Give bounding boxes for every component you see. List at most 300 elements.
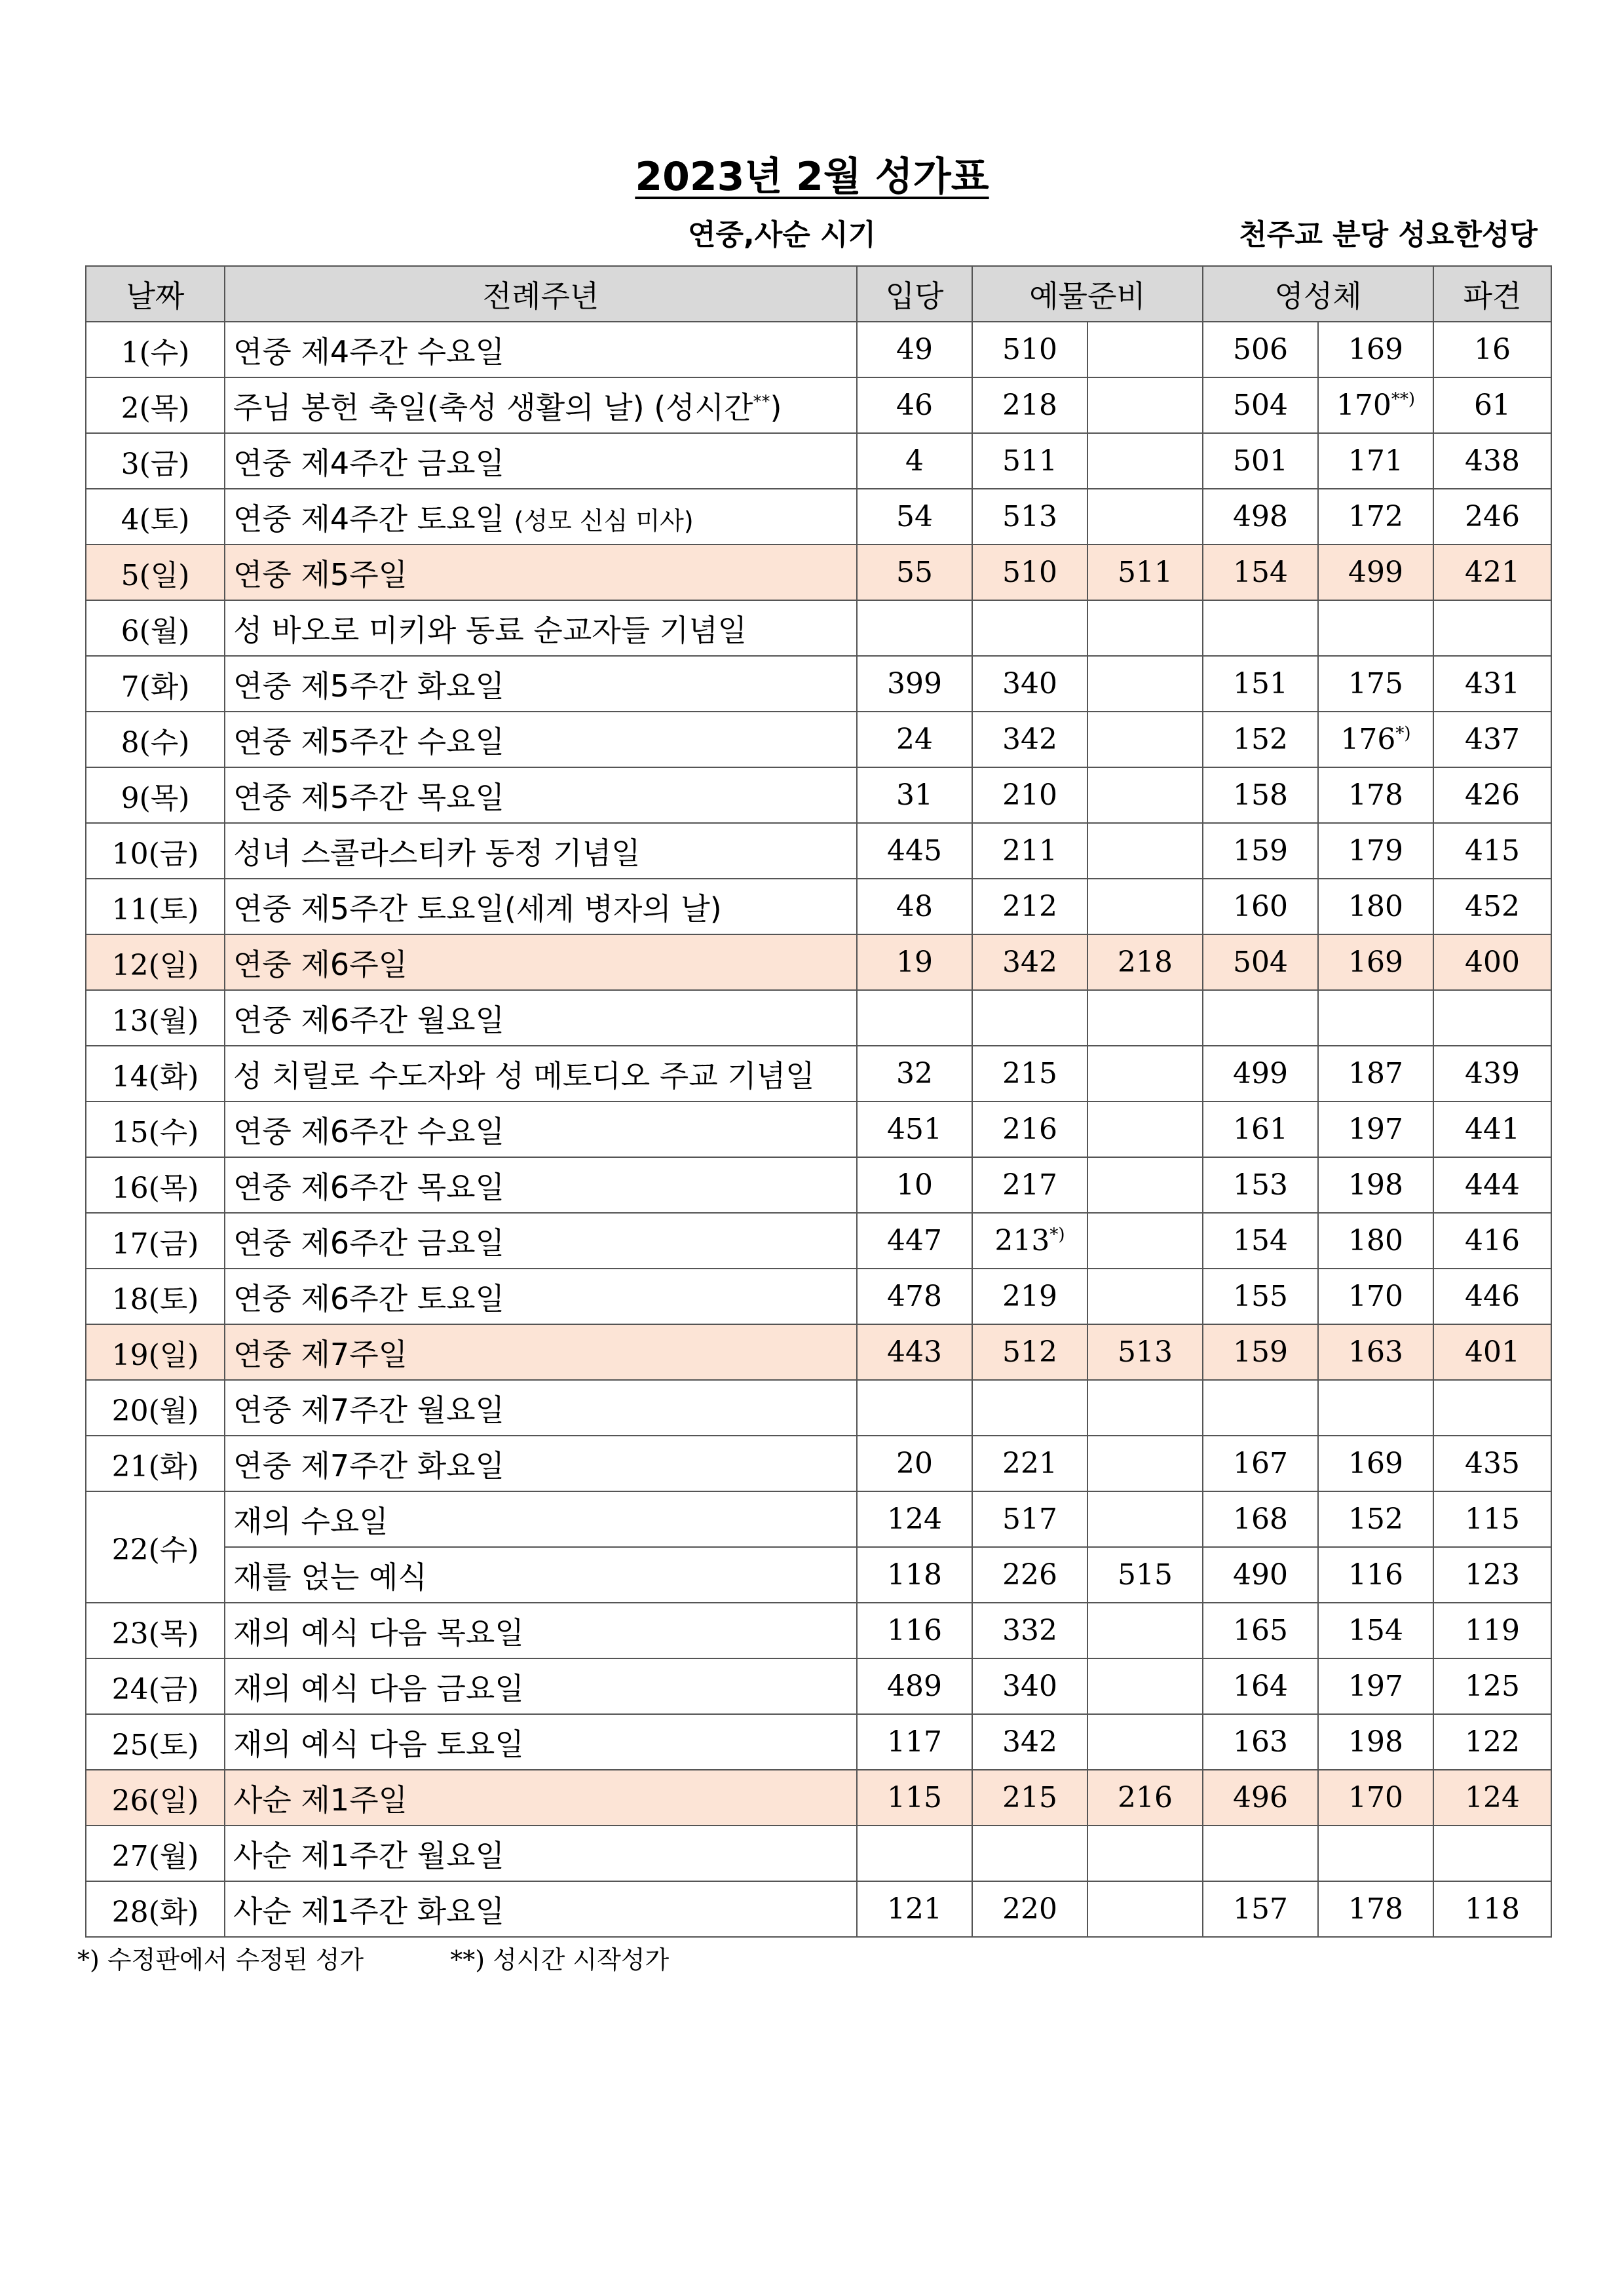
table-row <box>86 377 1551 433</box>
communion1-cell <box>1203 767 1318 823</box>
communion2-cell <box>1318 879 1433 934</box>
entrance-cell <box>857 712 972 767</box>
communion2-value: 198 <box>1348 1725 1403 1759</box>
liturgy-cell <box>225 322 857 377</box>
date-cell: 18(토) <box>86 1269 225 1324</box>
entrance-cell <box>857 1603 972 1658</box>
offertory2-cell <box>1087 1213 1203 1269</box>
communion2-value: 180 <box>1348 1224 1403 1257</box>
entrance-value: 49 <box>896 333 933 366</box>
dismissal-cell <box>1433 1436 1551 1491</box>
entrance-cell <box>857 1658 972 1714</box>
season-label: 연중,사순 시기 <box>688 218 877 252</box>
communion1-value: 498 <box>1233 500 1288 533</box>
liturgy-cell <box>225 600 857 656</box>
entrance-value: 24 <box>896 723 933 756</box>
entrance-cell <box>857 934 972 990</box>
table-row <box>86 1101 1551 1157</box>
offertory1-cell <box>972 1380 1087 1436</box>
offertory1-cell <box>972 712 1087 767</box>
dismissal-value: 416 <box>1465 1224 1520 1257</box>
communion2-value: 170 <box>1348 1280 1403 1313</box>
offertory2-cell <box>1087 1324 1203 1380</box>
table-row <box>86 545 1551 600</box>
offertory1-cell <box>972 1547 1087 1603</box>
header-date: 날짜 <box>86 266 225 322</box>
offertory1-cell <box>972 1603 1087 1658</box>
liturgy-cell <box>225 377 857 433</box>
liturgy-cell <box>225 1603 857 1658</box>
offertory1-value: 342 <box>1002 946 1057 979</box>
communion1-value: 164 <box>1233 1670 1288 1703</box>
entrance-cell <box>857 1269 972 1324</box>
dismissal-value: 124 <box>1465 1781 1520 1814</box>
liturgy-text: 연중 제6주간 월요일 <box>233 1002 504 1038</box>
liturgy-cell <box>225 990 857 1046</box>
communion2-cell <box>1318 1380 1433 1436</box>
offertory1-value: 340 <box>1002 667 1057 700</box>
liturgy-cell <box>225 1101 857 1157</box>
liturgy-text: 사순 제1주간 월요일 <box>233 1837 504 1873</box>
dismissal-value: 444 <box>1465 1168 1520 1202</box>
communion1-value: 504 <box>1233 946 1288 979</box>
communion1-value: 506 <box>1233 333 1288 366</box>
communion1-value: 154 <box>1233 1224 1288 1257</box>
liturgy-cell <box>225 1881 857 1937</box>
date-cell: 16(목) <box>86 1157 225 1213</box>
communion2-value: 170 <box>1348 1781 1403 1814</box>
dismissal-value: 125 <box>1465 1670 1520 1703</box>
date-cell: 2(목) <box>86 377 225 433</box>
date-cell: 4(토) <box>86 489 225 545</box>
offertory1-cell <box>972 322 1087 377</box>
entrance-cell <box>857 879 972 934</box>
communion1-cell <box>1203 1380 1318 1436</box>
dismissal-cell <box>1433 1658 1551 1714</box>
dismissal-value: 438 <box>1465 444 1520 478</box>
liturgy-cell <box>225 656 857 712</box>
communion1-value: 167 <box>1233 1447 1288 1480</box>
footnote-holy-hour: **) 성시간 시작성가 <box>450 1945 670 1974</box>
communion1-value: 490 <box>1233 1558 1288 1592</box>
entrance-cell <box>857 990 972 1046</box>
date-cell: 23(목) <box>86 1603 225 1658</box>
dismissal-cell <box>1433 1380 1551 1436</box>
communion2-value: 179 <box>1348 834 1403 868</box>
communion1-cell <box>1203 1046 1318 1101</box>
communion2-cell <box>1318 990 1433 1046</box>
liturgy-text: 재를 얹는 예식 <box>233 1559 427 1595</box>
communion1-cell <box>1203 1491 1318 1547</box>
footnotes <box>77 1940 747 1976</box>
entrance-cell <box>857 433 972 489</box>
dismissal-cell <box>1433 433 1551 489</box>
offertory1-value: 221 <box>1002 1447 1057 1480</box>
offertory1-value: 511 <box>1002 444 1057 478</box>
dismissal-value: 400 <box>1465 946 1520 979</box>
date-cell: 3(금) <box>86 433 225 489</box>
communion1-cell <box>1203 377 1318 433</box>
date-cell: 26(일) <box>86 1770 225 1826</box>
communion1-value: 163 <box>1233 1725 1288 1759</box>
entrance-value: 447 <box>887 1224 942 1257</box>
offertory1-cell <box>972 1491 1087 1547</box>
communion2-cell <box>1318 1046 1433 1101</box>
liturgy-text: 성 바오로 미키와 동료 순교자들 기념일 <box>233 612 747 648</box>
dismissal-cell <box>1433 934 1551 990</box>
dismissal-cell <box>1433 1324 1551 1380</box>
communion1-value: 158 <box>1233 778 1288 812</box>
communion1-cell <box>1203 433 1318 489</box>
date-cell: 19(일) <box>86 1324 225 1380</box>
communion1-value: 165 <box>1233 1614 1288 1647</box>
dismissal-value: 421 <box>1465 556 1520 589</box>
dismissal-cell <box>1433 1770 1551 1826</box>
offertory1-cell <box>972 489 1087 545</box>
footnote-revised: *) 수정판에서 수정된 성가 <box>77 1945 364 1974</box>
offertory2-cell <box>1087 1547 1203 1603</box>
offertory1-cell <box>972 656 1087 712</box>
date-cell: 10(금) <box>86 823 225 879</box>
liturgy-cell <box>225 489 857 545</box>
header-liturgy: 전례주년 <box>225 266 857 322</box>
communion1-cell <box>1203 1658 1318 1714</box>
communion2-cell <box>1318 1714 1433 1770</box>
table-row <box>86 489 1551 545</box>
communion2-value: 197 <box>1348 1113 1403 1146</box>
liturgy-text: 성 치릴로 수도자와 성 메토디오 주교 기념일 <box>233 1058 815 1094</box>
communion1-cell <box>1203 545 1318 600</box>
entrance-value: 19 <box>896 946 933 979</box>
communion1-value: 154 <box>1233 556 1288 589</box>
entrance-cell <box>857 823 972 879</box>
table-row <box>86 712 1551 767</box>
offertory2-cell <box>1087 990 1203 1046</box>
entrance-cell <box>857 377 972 433</box>
page-title: 2023년 2월 성가표 <box>635 154 989 200</box>
liturgy-cell <box>225 433 857 489</box>
liturgy-cell <box>225 1491 857 1547</box>
date-cell: 13(월) <box>86 990 225 1046</box>
offertory2-value: 511 <box>1118 556 1173 589</box>
liturgy-cell <box>225 767 857 823</box>
communion2-value: 175 <box>1348 667 1403 700</box>
communion1-cell <box>1203 1714 1318 1770</box>
entrance-value: 46 <box>896 389 933 422</box>
communion1-cell <box>1203 1826 1318 1881</box>
dismissal-cell <box>1433 1269 1551 1324</box>
offertory1-cell <box>972 1770 1087 1826</box>
communion2-superscript: *) <box>1395 723 1411 744</box>
offertory2-value: 513 <box>1118 1335 1173 1369</box>
communion1-value: 151 <box>1233 667 1288 700</box>
communion1-value: 160 <box>1233 890 1288 923</box>
entrance-value: 32 <box>896 1057 933 1090</box>
offertory2-value: 515 <box>1118 1558 1173 1592</box>
dismissal-value: 437 <box>1465 723 1520 756</box>
communion2-cell <box>1318 1770 1433 1826</box>
communion1-cell <box>1203 1603 1318 1658</box>
offertory2-cell <box>1087 489 1203 545</box>
dismissal-cell <box>1433 1213 1551 1269</box>
entrance-value: 10 <box>896 1168 933 1202</box>
dismissal-value: 401 <box>1465 1335 1520 1369</box>
offertory1-value: 513 <box>1002 500 1057 533</box>
liturgy-cell <box>225 934 857 990</box>
liturgy-cell <box>225 1436 857 1491</box>
communion2-value: 169 <box>1348 946 1403 979</box>
communion1-value: 152 <box>1233 723 1288 756</box>
communion2-cell <box>1318 1157 1433 1213</box>
liturgy-text: 연중 제4주간 금요일 <box>233 445 504 481</box>
dismissal-value: 115 <box>1465 1502 1520 1536</box>
communion2-cell <box>1318 600 1433 656</box>
dismissal-cell <box>1433 990 1551 1046</box>
communion2-cell <box>1318 712 1433 767</box>
entrance-value: 118 <box>887 1558 942 1592</box>
liturgy-text: 연중 제5주간 화요일 <box>233 668 504 704</box>
dismissal-value: 446 <box>1465 1280 1520 1313</box>
offertory1-cell <box>972 433 1087 489</box>
liturgy-text: 연중 제6주간 수요일 <box>233 1113 504 1149</box>
communion1-value: 496 <box>1233 1781 1288 1814</box>
liturgy-superscript: ** <box>753 392 770 412</box>
liturgy-text: 성녀 스콜라스티카 동정 기념일 <box>233 835 641 871</box>
entrance-value: 31 <box>896 778 933 812</box>
communion2-value: 116 <box>1348 1558 1403 1592</box>
offertory2-cell <box>1087 1101 1203 1157</box>
entrance-cell <box>857 489 972 545</box>
liturgy-text: 연중 제5주간 목요일 <box>233 779 504 815</box>
dismissal-cell <box>1433 879 1551 934</box>
liturgy-text: 연중 제6주일 <box>233 946 408 982</box>
liturgy-text: 연중 제4주간 토요일 <box>233 501 504 537</box>
communion2-value: 178 <box>1348 778 1403 812</box>
dismissal-value: 123 <box>1465 1558 1520 1592</box>
communion1-value: 501 <box>1233 444 1288 478</box>
entrance-cell <box>857 1714 972 1770</box>
parish-name: 천주교 분당 성요한성당 <box>1239 218 1538 252</box>
offertory2-cell <box>1087 377 1203 433</box>
dismissal-value: 246 <box>1465 500 1520 533</box>
liturgy-cell <box>225 545 857 600</box>
liturgy-text: 재의 예식 다음 목요일 <box>233 1615 524 1651</box>
offertory1-cell <box>972 1714 1087 1770</box>
date-cell: 8(수) <box>86 712 225 767</box>
communion1-cell <box>1203 656 1318 712</box>
communion2-cell <box>1318 1603 1433 1658</box>
dismissal-value: 16 <box>1474 333 1511 366</box>
communion1-value: 153 <box>1233 1168 1288 1202</box>
communion1-cell <box>1203 879 1318 934</box>
communion1-value: 499 <box>1233 1057 1288 1090</box>
liturgy-cell <box>225 1547 857 1603</box>
liturgy-text: 연중 제6주간 목요일 <box>233 1169 504 1205</box>
entrance-cell <box>857 1157 972 1213</box>
communion2-cell <box>1318 1826 1433 1881</box>
dismissal-value: 441 <box>1465 1113 1520 1146</box>
liturgy-text: 연중 제7주일 <box>233 1336 408 1372</box>
entrance-cell <box>857 1491 972 1547</box>
offertory2-value: 218 <box>1118 946 1173 979</box>
date-cell: 25(토) <box>86 1714 225 1770</box>
entrance-cell <box>857 1436 972 1491</box>
liturgy-text: 사순 제1주간 화요일 <box>233 1893 504 1929</box>
communion2-cell <box>1318 1491 1433 1547</box>
entrance-cell <box>857 1101 972 1157</box>
dismissal-value: 415 <box>1465 834 1520 868</box>
offertory1-value: 332 <box>1002 1614 1057 1647</box>
table-row <box>86 1547 1551 1603</box>
offertory1-cell <box>972 377 1087 433</box>
entrance-value: 117 <box>887 1725 942 1759</box>
communion2-superscript: **) <box>1391 389 1416 410</box>
offertory2-cell <box>1087 545 1203 600</box>
communion2-value: 198 <box>1348 1168 1403 1202</box>
dismissal-cell <box>1433 767 1551 823</box>
header-dismissal: 파견 <box>1433 266 1551 322</box>
offertory1-cell <box>972 934 1087 990</box>
communion2-value: 180 <box>1348 890 1403 923</box>
date-cell: 6(월) <box>86 600 225 656</box>
offertory1-value: 342 <box>1002 723 1057 756</box>
table-row <box>86 1491 1551 1547</box>
entrance-cell <box>857 1770 972 1826</box>
entrance-value: 20 <box>896 1447 933 1480</box>
entrance-cell <box>857 1324 972 1380</box>
liturgy-text: 재의 예식 다음 금요일 <box>233 1670 524 1706</box>
date-cell: 22(수) <box>86 1491 225 1603</box>
communion2-cell <box>1318 1101 1433 1157</box>
communion1-cell <box>1203 1547 1318 1603</box>
offertory1-value: 218 <box>1002 389 1057 422</box>
liturgy-cell <box>225 1380 857 1436</box>
dismissal-cell <box>1433 1881 1551 1937</box>
offertory1-value: 216 <box>1002 1113 1057 1146</box>
communion1-cell <box>1203 990 1318 1046</box>
communion2-cell <box>1318 1436 1433 1491</box>
table-row <box>86 1046 1551 1101</box>
offertory1-cell <box>972 1324 1087 1380</box>
offertory2-cell <box>1087 1046 1203 1101</box>
entrance-cell <box>857 1547 972 1603</box>
communion1-cell <box>1203 1324 1318 1380</box>
communion2-value: 170 <box>1336 389 1391 422</box>
date-cell: 24(금) <box>86 1658 225 1714</box>
offertory1-cell <box>972 879 1087 934</box>
offertory2-cell <box>1087 1603 1203 1658</box>
offertory1-cell <box>972 1101 1087 1157</box>
offertory1-value: 215 <box>1002 1057 1057 1090</box>
table-row <box>86 656 1551 712</box>
communion2-cell <box>1318 767 1433 823</box>
dismissal-cell <box>1433 1826 1551 1881</box>
date-cell: 20(월) <box>86 1380 225 1436</box>
entrance-value: 115 <box>887 1781 942 1814</box>
table-row <box>86 1324 1551 1380</box>
table-row <box>86 433 1551 489</box>
offertory1-value: 213 <box>994 1224 1050 1257</box>
table-row <box>86 600 1551 656</box>
offertory1-value: 212 <box>1002 890 1057 923</box>
offertory1-value: 517 <box>1002 1502 1057 1536</box>
offertory1-value: 512 <box>1002 1335 1057 1369</box>
communion2-cell <box>1318 1881 1433 1937</box>
communion1-cell <box>1203 322 1318 377</box>
table-row <box>86 322 1551 377</box>
communion1-cell <box>1203 600 1318 656</box>
dismissal-cell <box>1433 322 1551 377</box>
entrance-cell <box>857 322 972 377</box>
communion2-value: 154 <box>1348 1614 1403 1647</box>
dismissal-cell <box>1433 377 1551 433</box>
offertory2-cell <box>1087 1380 1203 1436</box>
offertory1-value: 217 <box>1002 1168 1057 1202</box>
liturgy-text: 주님 봉헌 축일(축성 생활의 날) (성시간 <box>233 389 753 425</box>
offertory1-value: 219 <box>1002 1280 1057 1313</box>
communion1-value: 157 <box>1233 1892 1288 1926</box>
entrance-cell <box>857 1213 972 1269</box>
entrance-cell <box>857 656 972 712</box>
communion1-value: 161 <box>1233 1113 1288 1146</box>
table-row <box>86 1157 1551 1213</box>
communion2-value: 172 <box>1348 500 1403 533</box>
communion1-cell <box>1203 1436 1318 1491</box>
offertory2-cell <box>1087 1157 1203 1213</box>
dismissal-cell <box>1433 1157 1551 1213</box>
table-row <box>86 1603 1551 1658</box>
offertory2-cell <box>1087 1436 1203 1491</box>
communion1-cell <box>1203 823 1318 879</box>
communion2-cell <box>1318 433 1433 489</box>
offertory2-cell <box>1087 712 1203 767</box>
date-cell: 9(목) <box>86 767 225 823</box>
dismissal-cell <box>1433 600 1551 656</box>
dismissal-cell <box>1433 712 1551 767</box>
liturgy-cell <box>225 1658 857 1714</box>
date-cell: 27(월) <box>86 1826 225 1881</box>
date-cell: 12(일) <box>86 934 225 990</box>
liturgy-text: 연중 제5주간 토요일(세계 병자의 날) <box>233 890 722 927</box>
offertory2-cell <box>1087 1658 1203 1714</box>
offertory1-value: 215 <box>1002 1781 1057 1814</box>
liturgy-text: 연중 제4주간 수요일 <box>233 334 504 370</box>
communion2-cell <box>1318 1213 1433 1269</box>
offertory1-value: 510 <box>1002 556 1057 589</box>
offertory1-value: 210 <box>1002 778 1057 812</box>
entrance-cell <box>857 1380 972 1436</box>
entrance-cell <box>857 600 972 656</box>
communion2-value: 169 <box>1348 333 1403 366</box>
liturgy-tail: ) <box>770 389 782 425</box>
table-row <box>86 823 1551 879</box>
communion2-value: 163 <box>1348 1335 1403 1369</box>
dismissal-cell <box>1433 1603 1551 1658</box>
table-header <box>86 266 1551 322</box>
communion2-cell <box>1318 823 1433 879</box>
offertory2-cell <box>1087 1269 1203 1324</box>
hymn-table <box>85 265 1552 1938</box>
liturgy-cell <box>225 1324 857 1380</box>
offertory2-cell <box>1087 879 1203 934</box>
liturgy-cell <box>225 1714 857 1770</box>
communion2-cell <box>1318 934 1433 990</box>
offertory1-value: 220 <box>1002 1892 1057 1926</box>
offertory2-cell <box>1087 1491 1203 1547</box>
entrance-value: 4 <box>905 444 924 478</box>
table-row <box>86 990 1551 1046</box>
entrance-cell <box>857 1046 972 1101</box>
